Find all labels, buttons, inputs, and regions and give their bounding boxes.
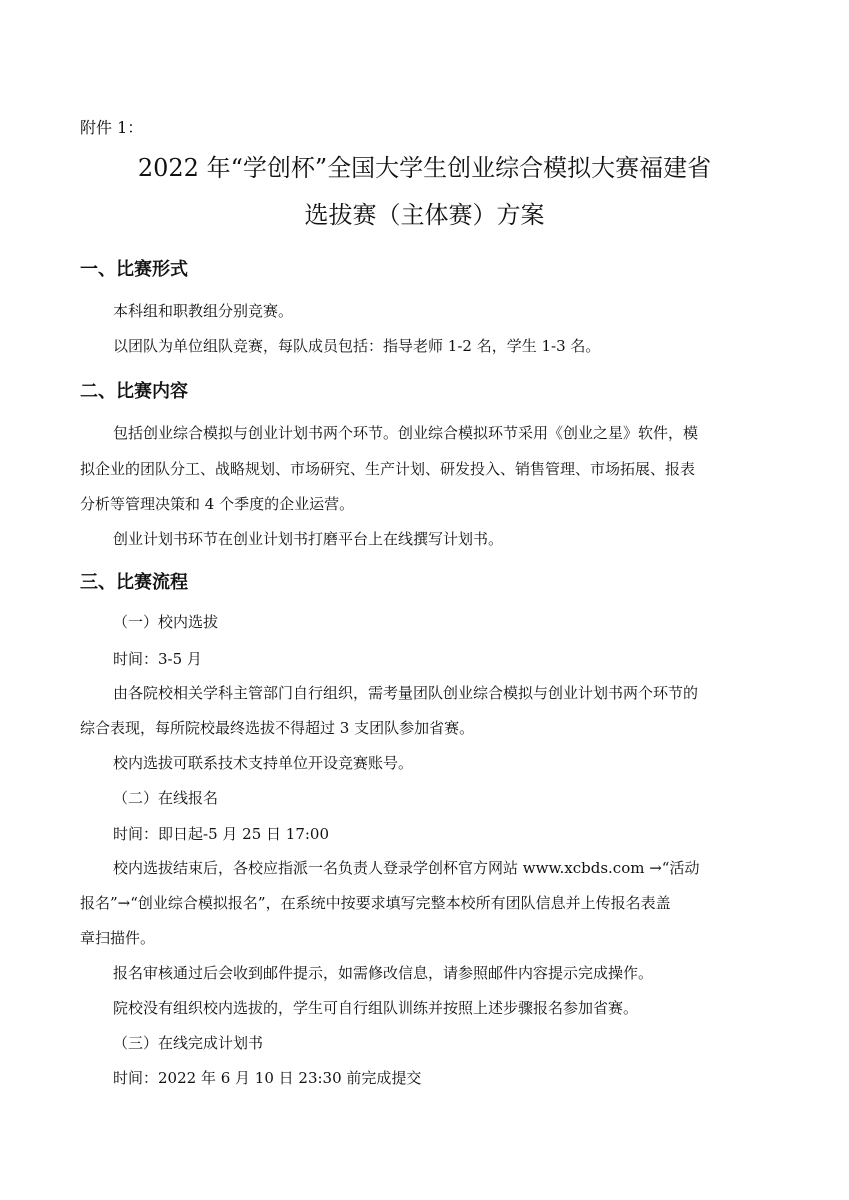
subsection-heading-school-selection: （一）校内选拔 [113,613,219,631]
paragraph-line: 校内选拔结束后，各校应指派一名负责人登录学创杯官方网站 www.xcbds.com →“活动 [113,859,700,877]
paragraph: 院校没有组织校内选拔的，学生可自行组队训练并按照上述步骤报名参加省赛。 [113,999,639,1017]
paragraph-line: 报名”→“创业综合模拟报名”，在系统中按要求填写完整本校所有团队信息并上传报名表盖 [80,894,671,912]
subsection-heading-online-plan: （三）在线完成计划书 [113,1034,264,1052]
paragraph: 以团队为单位组队竞赛，每队成员包括：指导老师 1-2 名，学生 1-3 名。 [113,337,601,355]
paragraph-line: 包括创业综合模拟与创业计划书两个环节。创业综合模拟环节采用《创业之星》软件，模 [113,424,699,442]
section-heading-competition-content: 二、比赛内容 [80,381,188,402]
attachment-label: 附件 1： [80,118,144,137]
section-heading-competition-process: 三、比赛流程 [80,572,188,593]
paragraph-line: 章扫描件。 [80,929,156,947]
time-line: 时间：3-5 月 [113,650,202,668]
paragraph-line: 分析等管理决策和 4 个季度的企业运营。 [80,495,355,513]
paragraph-line: 拟企业的团队分工、战略规划、市场研究、生产计划、研发投入、销售管理、市场拓展、报表 [80,460,696,478]
time-line: 时间：2022 年 6 月 10 日 23:30 前完成提交 [113,1069,422,1087]
paragraph: 本科组和职教组分别竞赛。 [113,302,294,320]
document-title-line-2: 选拔赛（主体赛）方案 [304,201,545,229]
paragraph: 校内选拔可联系技术支持单位开设竞赛账号。 [113,754,414,772]
document-title-line-1: 2022 年“学创杯”全国大学生创业综合模拟大赛福建省 [137,154,712,182]
section-heading-competition-format: 一、比赛形式 [80,259,188,280]
subsection-heading-online-registration: （二）在线报名 [113,789,219,807]
paragraph: 创业计划书环节在创业计划书打磨平台上在线撰写计划书。 [113,530,504,548]
paragraph: 报名审核通过后会收到邮件提示，如需修改信息，请参照邮件内容提示完成操作。 [113,964,654,982]
time-line: 时间：即日起-5 月 25 日 17:00 [113,825,329,843]
paragraph-line: 由各院校相关学科主管部门自行组织，需考量团队创业综合模拟与创业计划书两个环节的 [113,684,699,702]
paragraph-line: 综合表现，每所院校最终选拔不得超过 3 支团队参加省赛。 [80,719,475,737]
